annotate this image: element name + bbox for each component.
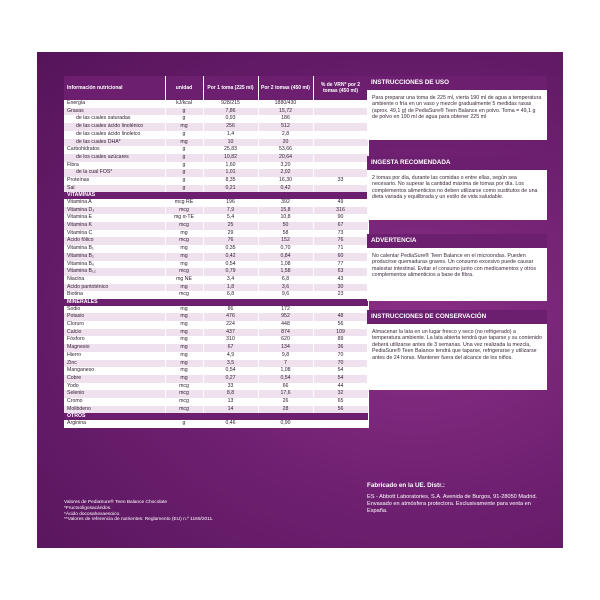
value-vrn [313, 131, 368, 139]
table-row [64, 367, 368, 375]
value-vrn: 71 [313, 245, 368, 253]
advertencia-title: ADVERTENCIA [367, 234, 547, 248]
nutrient-name: de las cuales DHA* [64, 139, 165, 147]
nutrient-unit: mg [165, 284, 203, 292]
value-vrn: 89 [313, 336, 368, 344]
value-1-toma: 6,8 [203, 291, 258, 299]
value-vrn: 77 [313, 261, 368, 269]
value-vrn [313, 306, 368, 314]
table-row [64, 237, 368, 245]
value-2-tomas: 1,58 [258, 268, 313, 276]
value-1-toma: 3,4 [203, 276, 258, 284]
table-row [64, 313, 368, 321]
value-1-toma: 13 [203, 398, 258, 406]
value-1-toma: 7,86 [203, 108, 258, 116]
nutrient-unit: mcg [165, 237, 203, 245]
value-1-toma: 0,93 [203, 115, 258, 123]
table-row [64, 214, 368, 222]
value-1-toma: 14 [203, 406, 258, 414]
nutrient-name: Vitamina B₂ [64, 253, 165, 261]
table-row [64, 131, 368, 139]
nutrient-unit: mg [165, 139, 203, 147]
value-1-toma: 1,8 [203, 284, 258, 292]
instrucciones-uso-box [367, 76, 547, 140]
table-row [64, 420, 368, 428]
section-label: MINERALES [64, 299, 368, 306]
nutrient-unit: g [165, 131, 203, 139]
value-1-toma: 1,4 [203, 131, 258, 139]
table-row [64, 329, 368, 337]
nutrient-unit: mg [165, 306, 203, 314]
table-row [64, 406, 368, 414]
nutrient-name: Vitamina B₁ [64, 245, 165, 253]
value-2-tomas: 20 [258, 139, 313, 147]
nutrient-unit: g [165, 420, 203, 428]
fabricado-title: Fabricado en la UE. Distr.: [367, 482, 446, 489]
table-row [64, 383, 368, 391]
value-2-tomas: 512 [258, 123, 313, 131]
nutrient-unit: mg [165, 313, 203, 321]
table-row [64, 169, 368, 177]
table-row [64, 375, 368, 383]
nutrient-name: Ácido fólico [64, 237, 165, 245]
header-vrn: % de VRN* por 2 tomas (450 ml) [313, 76, 368, 100]
fabricado-text: ES - Abbott Laboratories, S.A. Avenida de Burgos, 91-28050 Madrid. Envasado en atmósfera protectora. Exclusivamente para venta en España. [367, 494, 537, 514]
value-1-toma: 437 [203, 329, 258, 337]
nutrient-unit: mg [165, 245, 203, 253]
nutrient-name: Zinc [64, 360, 165, 368]
value-1-toma: 0,54 [203, 367, 258, 375]
nutrient-name: de la cual FOS* [64, 169, 165, 177]
table-row [64, 162, 368, 170]
nutrient-name: Yodo [64, 383, 165, 391]
instrucciones-uso-text: Para preparar una toma de 225 ml, vierta 190 ml de agua a temperatura ambiente o fría en un vaso y mezcle gradualmente 5 medidas rasas (aprox. 49,1 g) de PediaSure® Teen Balance en polvo. Toma = 49,1 g de polvo en 190 ml de agua para obtener 225 ml [372, 95, 542, 121]
ingesta-recomendada-text: 2 tomas por día, durante las comidas o entre ellas, según sea necesario. No superar la cantidad máxima de tomas por día. Los complementos alimenticios no deben utilizarse como sustitutos de una dieta variada y equilibrada y un estilo de vida saludable. [372, 175, 538, 201]
nutrient-unit: mg [165, 336, 203, 344]
value-vrn [313, 154, 368, 162]
nutrient-unit: g [165, 154, 203, 162]
value-vrn [313, 162, 368, 170]
fabricado-block [367, 482, 547, 515]
value-vrn: 48 [313, 313, 368, 321]
table-row [64, 284, 368, 292]
table-row [64, 100, 368, 108]
nutrient-unit: g [165, 169, 203, 177]
table-row [64, 185, 368, 193]
ingesta-recomendada-title: INGESTA RECOMENDADA [367, 156, 547, 170]
instrucciones-uso-title: INSTRUCCIONES DE USO [367, 76, 547, 90]
nutrient-unit: g [165, 146, 203, 154]
table-row [64, 344, 368, 352]
nutrient-name: Vitamina K [64, 222, 165, 230]
value-vrn [313, 100, 368, 108]
nutrient-unit: kJ/kcal [165, 100, 203, 108]
value-1-toma: 1,60 [203, 162, 258, 170]
nutrient-name: de los cuales azúcares [64, 154, 165, 162]
value-1-toma: 29 [203, 230, 258, 238]
value-2-tomas: 1,08 [258, 367, 313, 375]
header-info-nutricional: Información nutricional [64, 76, 165, 100]
value-vrn [313, 115, 368, 123]
value-vrn: 54 [313, 375, 368, 383]
value-1-toma: 196 [203, 199, 258, 207]
table-row [64, 115, 368, 123]
nutrient-unit: g [165, 115, 203, 123]
value-1-toma: 4,9 [203, 352, 258, 360]
table-row [64, 146, 368, 154]
nutrient-unit: mcg [165, 268, 203, 276]
value-2-tomas: 620 [258, 336, 313, 344]
nutrient-name: Sodio [64, 306, 165, 314]
nutrient-unit: mg [165, 360, 203, 368]
table-row [64, 268, 368, 276]
value-2-tomas: 0,54 [258, 375, 313, 383]
value-vrn: 54 [313, 367, 368, 375]
section-label: VITAMINAS [64, 192, 368, 199]
nutrient-name: Biotina [64, 291, 165, 299]
value-vrn [313, 123, 368, 131]
value-2-tomas: 17,6 [258, 390, 313, 398]
value-2-tomas: 1,08 [258, 261, 313, 269]
value-1-toma: 33 [203, 383, 258, 391]
value-2-tomas: 9,8 [258, 352, 313, 360]
value-vrn: 65 [313, 398, 368, 406]
nutrient-name: Vitamina C [64, 230, 165, 238]
table-footnotes [64, 500, 364, 523]
nutrient-unit: mg [165, 344, 203, 352]
nutrient-name: Cromo [64, 398, 165, 406]
value-vrn: 70 [313, 360, 368, 368]
nutrient-unit: mg [165, 375, 203, 383]
value-2-tomas: 134 [258, 344, 313, 352]
value-2-tomas: 50 [258, 222, 313, 230]
table-row [64, 108, 368, 116]
value-1-toma: 0,46 [203, 420, 258, 428]
nutrient-unit: g [165, 162, 203, 170]
table-row [64, 276, 368, 284]
value-2-tomas: 6,8 [258, 276, 313, 284]
value-vrn: 316 [313, 207, 368, 215]
value-2-tomas: 15,72 [258, 108, 313, 116]
value-vrn: 30 [313, 284, 368, 292]
value-1-toma: 0,54 [203, 261, 258, 269]
nutrient-name: Molibdeno [64, 406, 165, 414]
value-vrn: 90 [313, 214, 368, 222]
table-row [64, 177, 368, 185]
nutrition-table-body [64, 100, 368, 428]
table-row [64, 245, 368, 253]
nutrient-unit: mcg [165, 207, 203, 215]
nutrient-name: Carbohidratos [64, 146, 165, 154]
nutrient-name: Energía [64, 100, 165, 108]
table-row [64, 253, 368, 261]
nutrient-unit: mg [165, 352, 203, 360]
nutrient-unit: mg [165, 321, 203, 329]
footnote: Valores de PediaSure® Teen Balance Chocolate [64, 500, 168, 505]
value-vrn: 109 [313, 329, 368, 337]
nutrient-unit: g [165, 185, 203, 193]
nutrient-name: Manganeso [64, 367, 165, 375]
nutrient-name: Vitamina B₁₂ [64, 268, 165, 276]
nutrient-name: Fósforo [64, 336, 165, 344]
value-vrn [313, 420, 368, 428]
ingesta-recomendada-box [367, 156, 547, 220]
nutrient-name: Arginina [64, 420, 165, 428]
table-row [64, 154, 368, 162]
value-vrn: 43 [313, 276, 368, 284]
conservacion-title: INSTRUCCIONES DE CONSERVACIÓN [367, 310, 547, 324]
value-2-tomas: 186 [258, 115, 313, 123]
value-2-tomas: 874 [258, 329, 313, 337]
nutrient-unit: mcg [165, 398, 203, 406]
value-vrn: 76 [313, 237, 368, 245]
nutrient-unit: mg [165, 329, 203, 337]
value-2-tomas: 66 [258, 383, 313, 391]
value-2-tomas: 0,90 [258, 420, 313, 428]
nutrient-unit: mcg RE [165, 199, 203, 207]
value-2-tomas: 53,66 [258, 146, 313, 154]
value-2-tomas: 448 [258, 321, 313, 329]
value-2-tomas: 1880/430 [258, 100, 313, 108]
value-1-toma: 86 [203, 306, 258, 314]
nutrient-unit: mg [165, 367, 203, 375]
nutrient-unit: g [165, 177, 203, 185]
value-2-tomas: 7 [258, 360, 313, 368]
nutrient-name: Fibra [64, 162, 165, 170]
nutrient-name: Ácido pantoténico [64, 284, 165, 292]
value-1-toma: 25 [203, 222, 258, 230]
nutrient-name: Grasas [64, 108, 165, 116]
table-row [64, 321, 368, 329]
table-row [64, 222, 368, 230]
nutrient-unit: mg NE [165, 276, 203, 284]
value-2-tomas: 3,20 [258, 162, 313, 170]
packaging-panel [37, 52, 563, 548]
value-2-tomas: 0,42 [258, 185, 313, 193]
value-vrn: 70 [313, 352, 368, 360]
value-vrn: 56 [313, 321, 368, 329]
nutrient-name: de las cuales saturadas [64, 115, 165, 123]
value-1-toma: 10 [203, 139, 258, 147]
value-2-tomas: 0,70 [258, 245, 313, 253]
nutrient-unit: mg [165, 123, 203, 131]
nutrient-name: Calcio [64, 329, 165, 337]
nutrition-table-header [64, 76, 368, 100]
nutrient-name: Hierro [64, 352, 165, 360]
advertencia-box [367, 234, 547, 301]
nutrient-name: Niacina [64, 276, 165, 284]
value-vrn: 49 [313, 199, 368, 207]
nutrient-name: Cobre [64, 375, 165, 383]
conservacion-text: Almacenar la lata en un lugar fresco y seco (no refrigerado) a temperatura ambiente. La lata abierta tendrá que taparse y su contenido deberá utilizarse antes de 3 semanas. Una vez realizada la mezcla, PediaSure® Teen Balance tendrá que taparse, refrigerarse y utilizarse antes de 24 horas. Mantener fuera del alcance de los niños. [372, 329, 542, 361]
table-row [64, 390, 368, 398]
value-2-tomas: 10,8 [258, 214, 313, 222]
value-2-tomas: 15,8 [258, 207, 313, 215]
header-por-1-toma: Por 1 toma (225 ml) [203, 76, 258, 100]
nutrient-name: Vitamina D₃ [64, 207, 165, 215]
nutrient-name: Sal [64, 185, 165, 193]
conservacion-box [367, 310, 547, 390]
table-row [64, 230, 368, 238]
nutrient-unit: mg α-TE [165, 214, 203, 222]
value-1-toma: 224 [203, 321, 258, 329]
section-label: OTROS [64, 413, 368, 420]
value-1-toma: 256 [203, 123, 258, 131]
table-row [64, 123, 368, 131]
table-row [64, 291, 368, 299]
nutrition-table [64, 76, 369, 428]
value-vrn [313, 185, 368, 193]
value-1-toma: 0,35 [203, 245, 258, 253]
value-2-tomas: 2,02 [258, 169, 313, 177]
value-2-tomas: 20,64 [258, 154, 313, 162]
value-vrn [313, 139, 368, 147]
value-vrn: 56 [313, 406, 368, 414]
nutrient-name: de las cuales ácido linoleico [64, 131, 165, 139]
nutrient-unit: mcg [165, 383, 203, 391]
nutrient-name: Potasio [64, 313, 165, 321]
value-2-tomas: 28 [258, 406, 313, 414]
header-por-2-tomas: Por 2 tomas (450 ml) [258, 76, 313, 100]
table-row [64, 261, 368, 269]
value-2-tomas: 952 [258, 313, 313, 321]
value-1-toma: 8,8 [203, 390, 258, 398]
value-1-toma: 0,27 [203, 375, 258, 383]
value-1-toma: 5,4 [203, 214, 258, 222]
table-row [64, 199, 368, 207]
header-unidad: unidad [165, 76, 203, 100]
table-row [64, 360, 368, 368]
value-1-toma: 76 [203, 237, 258, 245]
table-row [64, 336, 368, 344]
nutrient-unit: mg [165, 230, 203, 238]
value-1-toma: 67 [203, 344, 258, 352]
value-2-tomas: 152 [258, 237, 313, 245]
value-vrn: 32 [313, 390, 368, 398]
value-2-tomas: 3,6 [258, 284, 313, 292]
value-1-toma: 10,82 [203, 154, 258, 162]
table-row [64, 139, 368, 147]
value-2-tomas: 172 [258, 306, 313, 314]
nutrient-unit: mg [165, 261, 203, 269]
footnote: **Valores de referencia de nutrientes: Reglamento (EU) n.º 1169/2011. [64, 517, 214, 523]
value-2-tomas: 26 [258, 398, 313, 406]
nutrient-unit: mcg [165, 222, 203, 230]
nutrient-name: Selenio [64, 390, 165, 398]
nutrient-name: de las cuales ácido linolénico [64, 123, 165, 131]
nutrient-unit: mcg [165, 291, 203, 299]
value-vrn: 33 [313, 177, 368, 185]
value-1-toma: 0,79 [203, 268, 258, 276]
nutrient-unit: g [165, 108, 203, 116]
nutrient-unit: mcg [165, 390, 203, 398]
value-vrn [313, 108, 368, 116]
value-1-toma: 1,01 [203, 169, 258, 177]
value-2-tomas: 2,8 [258, 131, 313, 139]
value-1-toma: 0,42 [203, 253, 258, 261]
value-1-toma: 3,5 [203, 360, 258, 368]
value-2-tomas: 392 [258, 199, 313, 207]
value-1-toma: 928/215 [203, 100, 258, 108]
table-row [64, 352, 368, 360]
value-2-tomas: 9,6 [258, 291, 313, 299]
value-vrn [313, 169, 368, 177]
nutrient-unit: mg [165, 253, 203, 261]
value-2-tomas: 58 [258, 230, 313, 238]
advertencia-text: No calentar PediaSure® Teen Balance en el microondas. Pueden producirse quemaduras graves. Un consumo excesivo puede causar malestar intestinal. Evitar el consumo junto con medicamentos y otros complementos alimenticios a base de fibra. [372, 253, 536, 279]
value-vrn: 44 [313, 383, 368, 391]
footnote: *Fructooligosacáridos. [64, 505, 112, 511]
value-1-toma: 310 [203, 336, 258, 344]
table-row [64, 398, 368, 406]
nutrient-name: Vitamina B₆ [64, 261, 165, 269]
value-vrn: 60 [313, 253, 368, 261]
value-vrn: 63 [313, 268, 368, 276]
nutrient-name: Vitamina E [64, 214, 165, 222]
value-1-toma: 8,35 [203, 177, 258, 185]
value-2-tomas: 0,84 [258, 253, 313, 261]
table-row [64, 306, 368, 314]
value-1-toma: 476 [203, 313, 258, 321]
footnote: *Ácido docosahexaenoico. [64, 511, 121, 517]
nutrient-name: Proteínas [64, 177, 165, 185]
nutrient-name: Vitamina A [64, 199, 165, 207]
value-vrn: 67 [313, 222, 368, 230]
value-vrn [313, 146, 368, 154]
table-row [64, 207, 368, 215]
value-1-toma: 0,21 [203, 185, 258, 193]
nutrient-name: Cloruro [64, 321, 165, 329]
value-vrn: 73 [313, 230, 368, 238]
nutrient-unit: mcg [165, 406, 203, 414]
value-1-toma: 7,9 [203, 207, 258, 215]
value-2-tomas: 16,30 [258, 177, 313, 185]
value-1-toma: 25,83 [203, 146, 258, 154]
value-vrn: 36 [313, 344, 368, 352]
value-vrn: 23 [313, 291, 368, 299]
nutrient-name: Magnesio [64, 344, 165, 352]
